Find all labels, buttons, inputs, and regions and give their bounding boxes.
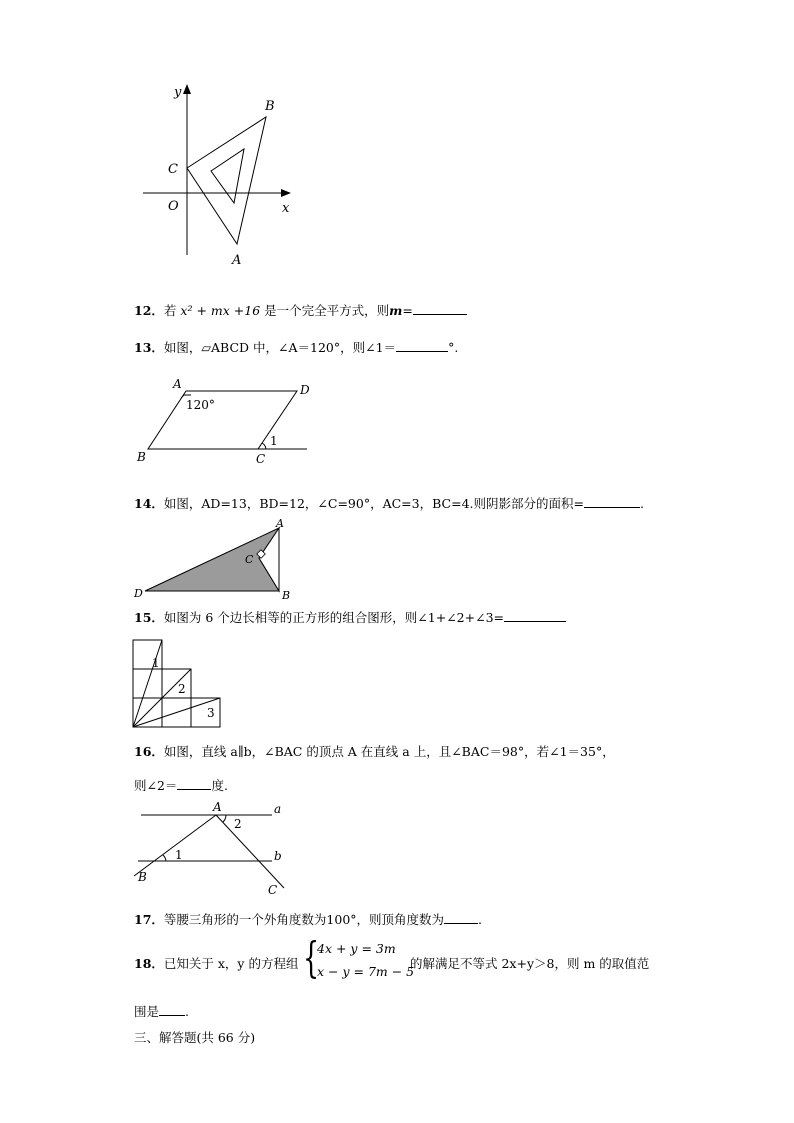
label-y: y xyxy=(174,85,182,100)
q16-text-line-1: 如图，直线 a∥b，∠BAC 的顶点 A 在直线 a 上，且∠BAC＝98°，若∠1＝35°， xyxy=(163,744,615,759)
q13-text: 如图，▱ABCD 中，∠A＝120°，则∠1＝ xyxy=(163,340,397,355)
label-b: B xyxy=(265,99,275,114)
q13-number: 13． xyxy=(134,340,164,355)
q17-end: . xyxy=(478,912,483,927)
label-angle-2: 2 xyxy=(178,682,186,696)
label-a: A xyxy=(173,377,182,391)
section-3-title-text: 三、解答题(共 66 分) xyxy=(134,1030,256,1045)
q12-eq: = xyxy=(402,303,413,318)
label-a: A xyxy=(232,253,242,268)
question-18-line-2 xyxy=(134,1002,189,1021)
label-x: x xyxy=(282,201,290,216)
q18-post: 的解满足不等式 2x+y＞8，则 m 的取值范 xyxy=(410,956,650,971)
label-c: C xyxy=(256,452,266,466)
label-line-b: b xyxy=(274,849,282,863)
section-3-title xyxy=(134,1029,255,1047)
q12-var: m xyxy=(389,303,403,318)
q12-post: 是一个完全平方式，则 xyxy=(264,303,390,318)
q12-expression: x² + mx +16 xyxy=(180,303,261,318)
q17-text: 等腰三角形的一个外角度数为100°，则顶角度数为 xyxy=(163,912,445,927)
label-origin: O xyxy=(168,199,179,214)
q15-number: 15． xyxy=(134,610,164,625)
q18-equation-2: x − y = 7m − 5 xyxy=(317,964,415,979)
label-d: D xyxy=(134,587,143,600)
q18-equation-1: 4x + y = 3m xyxy=(317,941,396,956)
q12-pre: 若 xyxy=(163,303,177,318)
question-17 xyxy=(134,910,482,929)
q16-text-line-2-post: 度. xyxy=(211,778,228,793)
q15-text: 如图为 6 个边长相等的正方形的组合图形，则∠1+∠2+∠3= xyxy=(163,610,505,625)
label-b: B xyxy=(282,589,291,602)
label-a: A xyxy=(276,517,284,530)
label-b-point: B xyxy=(138,870,147,884)
angle-2-arc xyxy=(223,815,226,822)
question-18 xyxy=(134,955,298,973)
q16-number: 16． xyxy=(134,744,164,759)
q18-line-2-pre: 围是 xyxy=(134,1004,160,1019)
q17-number: 17． xyxy=(134,912,164,927)
label-angle-1: 1 xyxy=(152,656,160,670)
label-line-a: a xyxy=(274,802,282,816)
q17-answer-blank[interactable] xyxy=(444,910,478,924)
q14-number: 14． xyxy=(134,496,164,511)
q14-text: 如图，AD=13，BD=12，∠C=90°，AC=3，BC=4.则阴影部分的面积= xyxy=(163,496,584,511)
q14-end: . xyxy=(639,496,644,511)
label-c: C xyxy=(168,162,178,177)
q18-answer-blank[interactable] xyxy=(159,1002,185,1016)
angle-1-arc xyxy=(163,855,166,861)
label-angle-3: 3 xyxy=(207,706,215,720)
question-18-post xyxy=(410,955,649,973)
label-angle-1: 1 xyxy=(175,848,183,862)
label-b: B xyxy=(137,450,146,464)
q18-line-2-end: . xyxy=(185,1004,189,1019)
q12-number: 12． xyxy=(134,303,164,318)
label-angle-120: 120° xyxy=(186,398,215,412)
label-c-point: C xyxy=(268,883,278,897)
label-c: C xyxy=(245,553,254,566)
q18-number: 18． xyxy=(134,956,164,971)
label-angle-2: 2 xyxy=(234,817,242,831)
q18-brace: { xyxy=(303,933,320,982)
q18-pre: 已知关于 x，y 的方程组 xyxy=(163,956,299,971)
q16-text-line-2-pre: 则∠2＝ xyxy=(134,778,178,793)
label-angle-1: 1 xyxy=(270,434,278,448)
label-a-point: A xyxy=(213,800,222,814)
q13-unit: °. xyxy=(448,340,459,355)
label-d: D xyxy=(300,383,310,397)
line-ab xyxy=(134,815,216,876)
